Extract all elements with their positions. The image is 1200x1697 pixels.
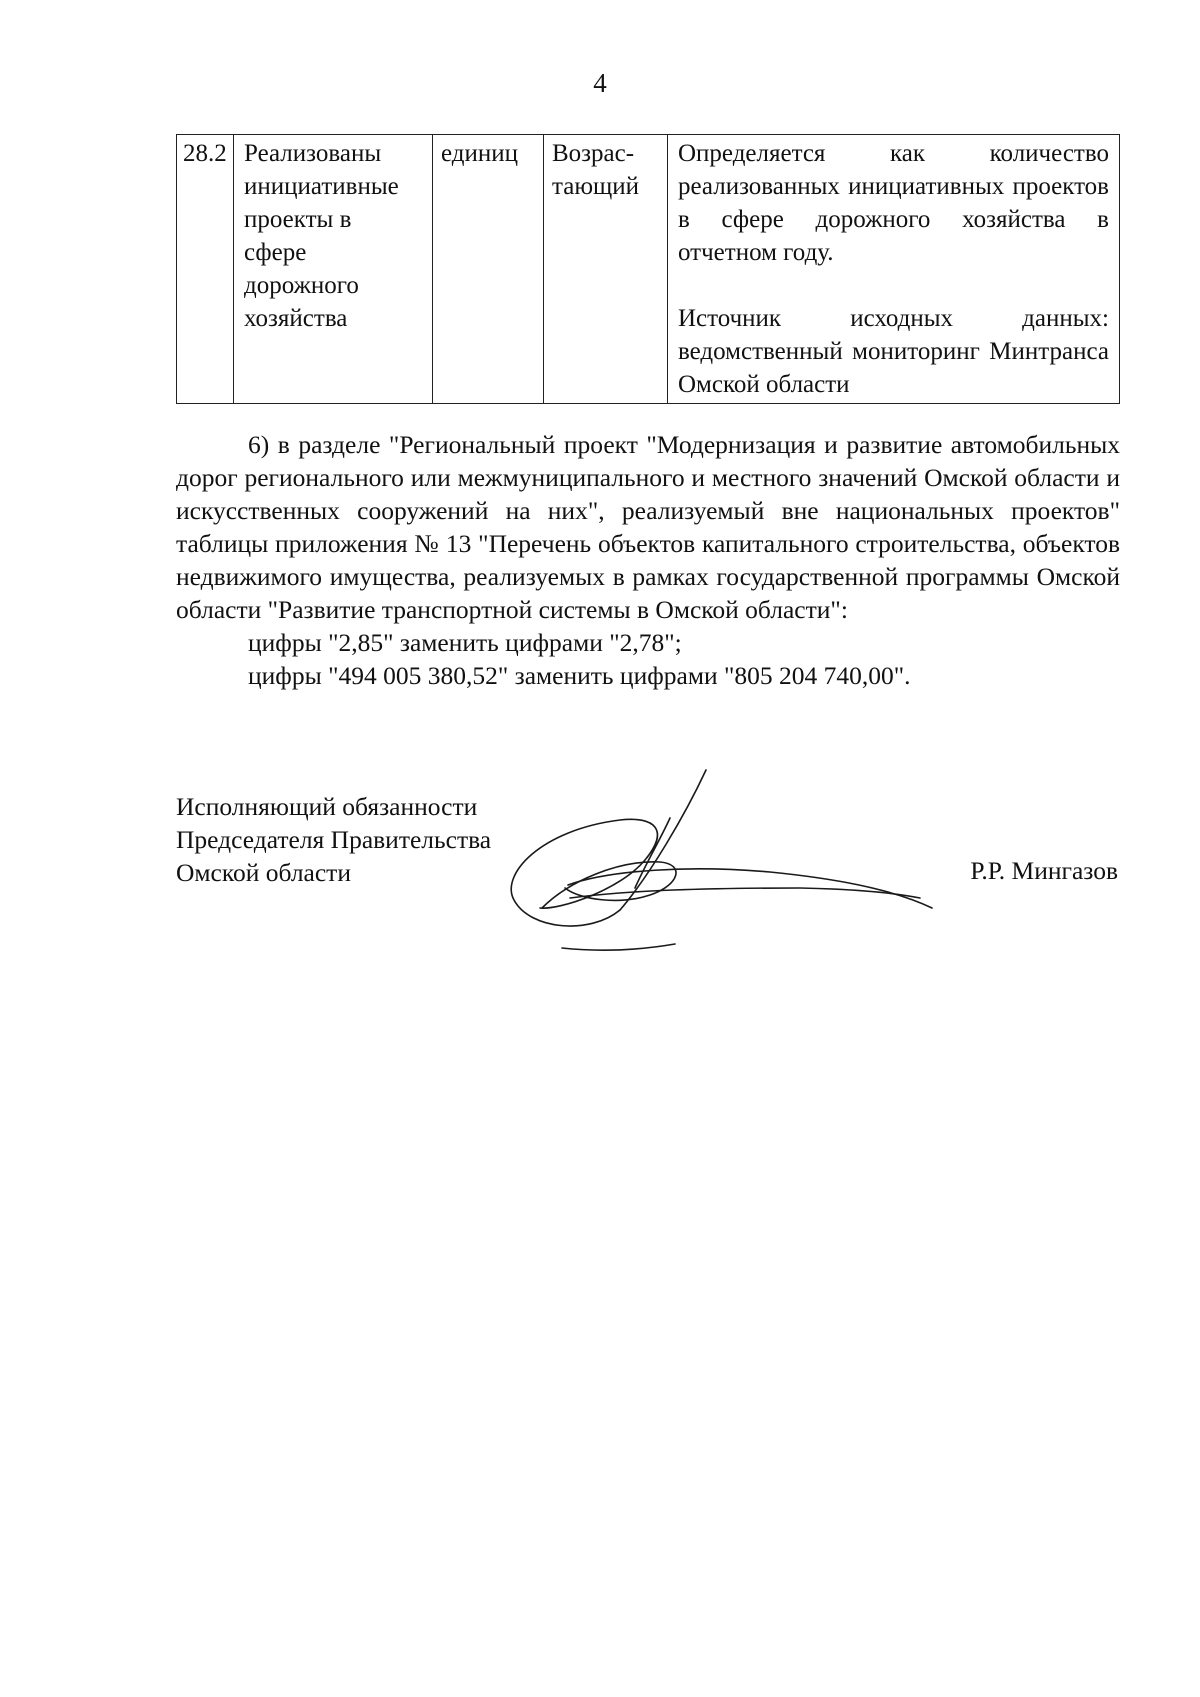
indicator-name-line: проекты в bbox=[244, 206, 352, 233]
indicator-name bbox=[234, 135, 433, 404]
indicator-table bbox=[176, 134, 1120, 404]
indicator-description-cell bbox=[668, 135, 1120, 404]
indicator-unit: единиц bbox=[433, 135, 544, 404]
amendment-instruction: цифры "494 005 380,52" заменить цифрами "805 204 740,00". bbox=[248, 661, 911, 690]
signatory-name: Р.Р. Мингазов bbox=[970, 856, 1118, 885]
indicator-name-line: хозяйства bbox=[244, 305, 348, 332]
indicator-name-line: дорожного bbox=[244, 272, 359, 299]
indicator-trend-line: Возрас- bbox=[552, 140, 635, 167]
signatory-title-line: Омской области bbox=[176, 858, 351, 887]
indicator-trend bbox=[544, 135, 668, 404]
amendment-text bbox=[176, 428, 1120, 692]
amendment-instruction: цифры "2,85" заменить цифрами "2,78"; bbox=[248, 628, 682, 657]
page-number: 4 bbox=[593, 68, 607, 98]
signatory-title-line: Председателя Правительства bbox=[176, 825, 492, 854]
indicator-name-line: инициативные bbox=[244, 173, 399, 200]
indicator-source: Источник исходных данных: ведомственный мониторинг Минтранса Омской области bbox=[678, 305, 1109, 398]
table-row bbox=[177, 135, 1120, 404]
indicator-trend-line: тающий bbox=[552, 173, 640, 200]
amendment-paragraph: 6) в разделе "Региональный проект "Модернизация и развитие автомобильных дорог регионального или межмуниципального и местного значений Омской области и искусственных сооружений на них", реализуемый вне национальных проектов" таблицы приложения № 13 "Перечень объектов капитального строительства, объектов недвижимого имущества, реализуемых в рамках государственной программы Омской области "Развитие транспортной системы в Омской области": bbox=[176, 430, 1120, 624]
indicator-description: Определяется как количество реализованных инициативных проектов в сфере дорожного хозяйства в отчетном году. bbox=[678, 140, 1109, 266]
indicator-name-line: сфере bbox=[244, 239, 307, 266]
signatory-title-line: Исполняющий обязанности bbox=[176, 792, 478, 821]
indicator-number: 28.2 bbox=[177, 135, 234, 404]
signatory-title bbox=[176, 790, 491, 889]
indicator-name-line: Реализованы bbox=[244, 140, 382, 167]
handwritten-signature bbox=[470, 760, 940, 960]
